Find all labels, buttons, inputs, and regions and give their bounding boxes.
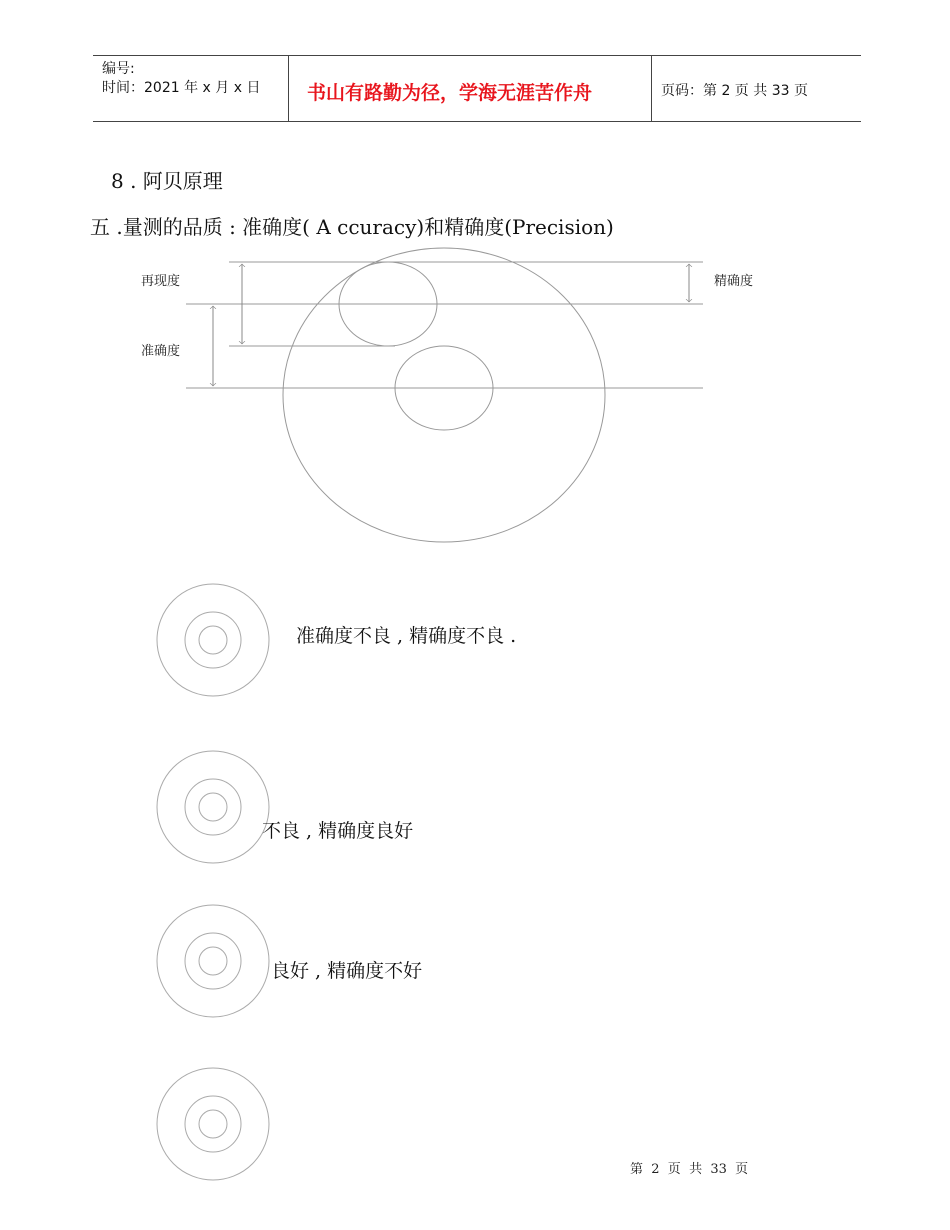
- target-1-caption: 准确度不良 , 精确度不良 .: [296, 625, 517, 647]
- label-accuracy: 准确度: [141, 344, 181, 359]
- target-1: [157, 584, 269, 696]
- header-motto: 书山有路勤为径，学海无涯苦作舟: [307, 82, 593, 104]
- large-target-circle: [283, 248, 605, 542]
- label-repeatability: 再现度: [141, 274, 181, 289]
- header-page-info: 页码：第 2 页 共 33 页: [661, 83, 808, 99]
- document-number-label: 编号:: [102, 61, 135, 77]
- target-2-caption: 不良 , 精确度良好: [262, 820, 414, 842]
- section-5-heading: 五 .量测的品质 : 准确度( A ccuracy)和精确度(Precision): [90, 215, 614, 239]
- target-4: [157, 1068, 269, 1180]
- document-time-label: 时间：2021 年 x 月 x 日: [102, 80, 261, 96]
- item-8-heading: 8 . 阿贝原理: [111, 169, 223, 193]
- target-2: [157, 751, 269, 863]
- label-precision: 精确度: [714, 274, 754, 289]
- target-3-caption: 良好 , 精确度不好: [271, 960, 423, 982]
- target-3: [157, 905, 269, 1017]
- page-footer: 第 2 页 共 33 页: [630, 1162, 749, 1177]
